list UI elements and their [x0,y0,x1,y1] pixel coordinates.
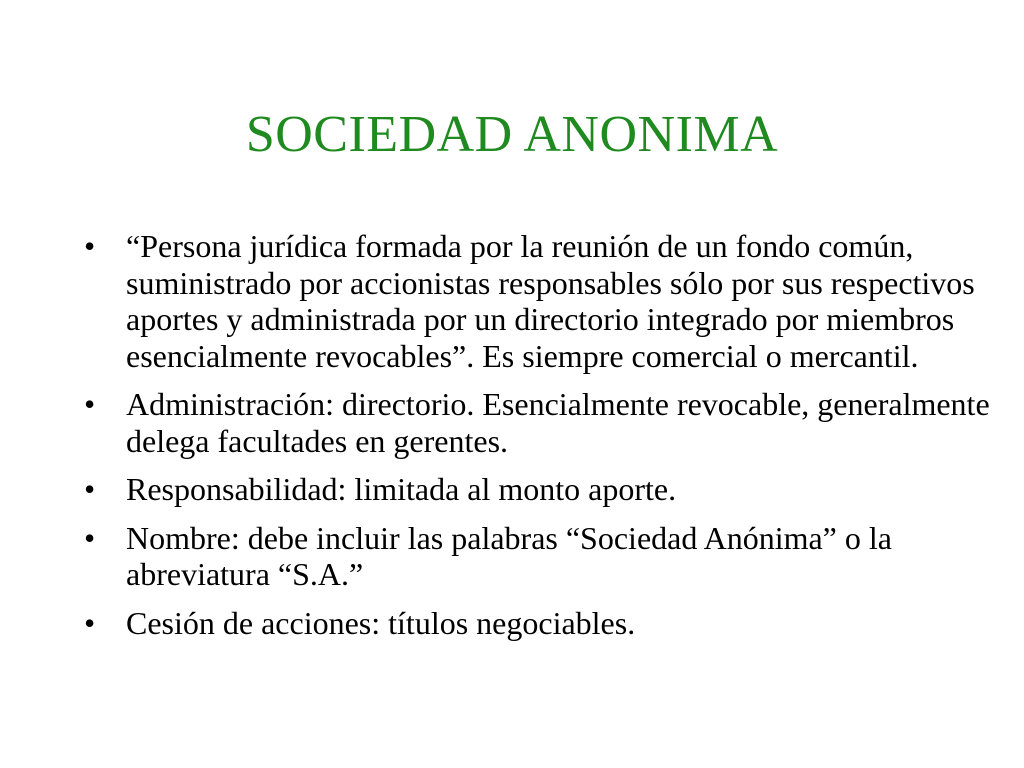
bullet-item [84,605,994,642]
bullet-icon: • [84,386,96,422]
bullet-icon: • [84,519,96,556]
bullet-text: Administración: directorio. Esencialmente revocable, generalmente delega facultades en gerentes. [126,386,990,459]
bullet-text: Cesión de acciones: títulos negociables. [126,604,636,641]
bullet-icon: • [84,228,96,264]
bullet-item [84,386,994,459]
bullet-icon: • [84,604,96,641]
bullet-item [84,228,994,374]
bullet-text: Responsabilidad: limitada al monto aporte. [126,471,677,507]
bullet-text: “Persona jurídica formada por la reunión de un fondo común, suministrado por accionistas responsables sólo por sus respectivos aportes y administrada por un directorio integrado por miembros esencialmente revocables”. Es siempre comercial o mercantil. [126,228,975,374]
bullet-icon: • [84,471,96,507]
bullet-item [84,520,994,593]
bullet-list [84,228,994,653]
bullet-text: Nombre: debe incluir las palabras “Sociedad Anónima” o la abreviatura “S.A.” [126,519,892,592]
bullet-item [84,471,994,508]
slide-title: SOCIEDAD ANONIMA [245,106,779,163]
